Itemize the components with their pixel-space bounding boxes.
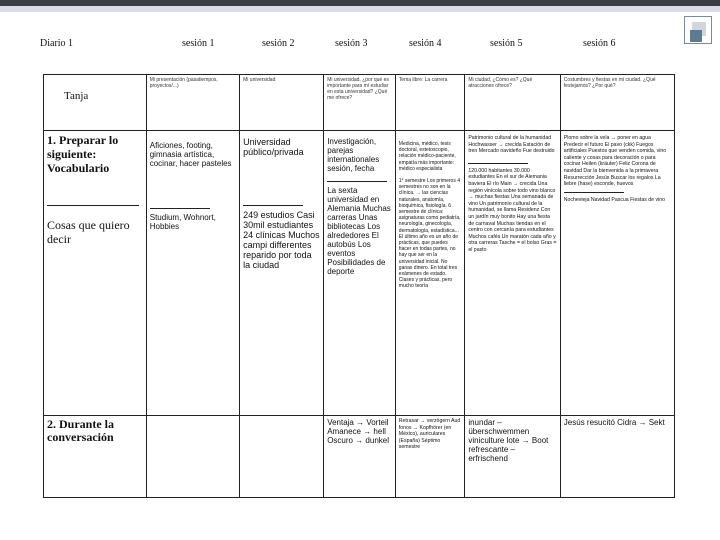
session-1-cosas: Studium, Wohnort, Hobbies bbox=[149, 213, 216, 231]
section-1-title: 1. Preparar lo siguiente: bbox=[47, 133, 119, 161]
section-1-subtitle: Vocabulario bbox=[47, 161, 110, 175]
diary-table bbox=[43, 74, 675, 498]
session-2-durante bbox=[240, 416, 324, 498]
column-header: Mi presentación (pasatiempos, proyectos/...) bbox=[146, 75, 239, 131]
divider bbox=[47, 205, 139, 206]
divider bbox=[150, 208, 210, 209]
student-name: Tanja bbox=[44, 75, 147, 131]
section-2-label-cell bbox=[44, 416, 147, 498]
table-header-row bbox=[44, 75, 675, 131]
session-5-cell bbox=[465, 131, 560, 416]
session-3-cell bbox=[324, 131, 396, 416]
column-header: Tema libre: La carrera bbox=[395, 75, 465, 131]
session-2-cosas: 249 estudios Casi 30mil estudiantes 24 clínicas Muchos campi differentes reparido por toda la ciudad bbox=[243, 210, 320, 270]
divider bbox=[243, 205, 303, 206]
session-5-cosas: 120.000 habitantes 30.000 estudiantes En el sur de Alemania baviera El río Main → crecida Una región vinícola sobre todo vino blanco → muchas fiestas Una semanada de vino Un patrimonio cultural de la humanidad, se llama Residenz Con un jardín muy bonito Hay una fiesta de carnaval Muchas tiendas en el centro con cercanía para estudiantes Muchos cafés Un maratón cada año y otra carreras Tasche = el bolso Gras = el pasto bbox=[468, 167, 557, 253]
session-2-cell bbox=[240, 131, 324, 416]
session-3-durante-text: Ventaja → Vorteil Amanece → hell Oscuro → dunkel bbox=[327, 418, 389, 445]
column-header: Mi universidad bbox=[240, 75, 324, 131]
session-1-label: sesión 1 bbox=[182, 38, 215, 49]
divider bbox=[327, 181, 387, 182]
session-4-cell bbox=[395, 131, 465, 416]
divider bbox=[564, 192, 624, 193]
session-2-vocab: Universidad público/privada bbox=[243, 137, 304, 157]
diary-title: Diario 1 bbox=[40, 38, 74, 49]
divider bbox=[468, 163, 528, 164]
section-1-label-cell bbox=[44, 131, 147, 416]
section-1-row bbox=[44, 131, 675, 416]
session-6-durante-text: Jesús resucitó Cidra → Sekt bbox=[563, 418, 665, 427]
session-5-vocab: Patrimonio cultural de la humanidad Hochwasser → crecida Estación de tren Mercado navideño Fue destruido bbox=[468, 135, 555, 155]
session-2-label: sesión 2 bbox=[262, 38, 295, 49]
session-6-cosas: Nochevieja Navidad Pascua Fiestas de vino bbox=[563, 196, 666, 203]
corner-decor-accent bbox=[690, 30, 702, 42]
top-decor-strip bbox=[0, 6, 720, 12]
session-3-label: sesión 3 bbox=[335, 38, 368, 49]
section-2-row bbox=[44, 416, 675, 498]
session-5-durante-text: inundar – überschwemmen viniculture lote → Boot refrescante – erfrischend bbox=[468, 418, 549, 463]
session-6-durante bbox=[560, 416, 674, 498]
session-1-durante bbox=[146, 416, 239, 498]
session-6-vocab: Plomo sobre la vela → poner en agua Predecir el futuro El pavo (ckk) Fuegos artificiales Puestos que venden comida, vino caliente y cosas para decoración o para cocinar Heilen (kräuter) Feliz Corona de navidad Dar la bienvenida a la primavera Resurrección Jesús Buscar los regalos La liebre (hase) esconde, huevos bbox=[563, 135, 667, 188]
session-6-cell bbox=[560, 131, 674, 416]
column-header: Mi ciudad, ¿Cómo es? ¿Qué atracciones ofrece? bbox=[465, 75, 560, 131]
session-4-durante-text: Retrasar → verzögern Aud fonos → Kopfhörer (en México), auriculares (España) Séptimo semestre bbox=[398, 418, 461, 451]
column-header: Costumbres y fiestas en mi ciudad. ¿Qué festejamos? ¿Por qué? bbox=[560, 75, 674, 131]
session-4-durante bbox=[395, 416, 465, 498]
session-1-vocab: Aficiones, footing, gimnasia artística, cocinar, hacer pasteles bbox=[149, 141, 232, 168]
session-4-cosas: 1° semestre Los primeros 4 semestres no son en la clínica. → las ciencias naturales, anatomía, bioquímica, fisiología. 6 semestre de clínica: asignaturas como pediatría, neurología, ginecología, dermatología, estadística... El último año es un año de prácticas, que puedes hacer en todas partes, no hay que ser en la universidad inicial. No ganas dinero. En total tres exámenes de estado. Clases y prácticas, pero mucho teoría bbox=[398, 178, 461, 290]
session-5-durante bbox=[465, 416, 560, 498]
session-3-cosas: La sexta universidad en Alemania Muchas carreras Unas bibliotecas Los alrededores El autobús Los eventos Posibilidades de deporte bbox=[327, 186, 391, 276]
cosas-label: Cosas que quiero decir bbox=[47, 218, 130, 246]
session-3-vocab: Investigación, parejas internationales sesión, fecha bbox=[327, 137, 380, 173]
session-3-durante bbox=[324, 416, 396, 498]
session-6-label: sesión 6 bbox=[583, 38, 616, 49]
section-2-title: 2. Durante la conversación bbox=[47, 417, 114, 444]
session-1-cell bbox=[146, 131, 239, 416]
diary-header bbox=[40, 38, 680, 54]
column-header: Mi universidad, ¿por qué es importante para mí estudiar en esta universidad? ¿Qué me ofrece? bbox=[324, 75, 396, 131]
session-4-label: sesión 4 bbox=[409, 38, 442, 49]
session-4-vocab: Medicina, médico, tesis doctoral, estetoscopio, relación médico-paciente, empatía más importante: médico especialista bbox=[398, 141, 456, 172]
session-5-label: sesión 5 bbox=[490, 38, 523, 49]
